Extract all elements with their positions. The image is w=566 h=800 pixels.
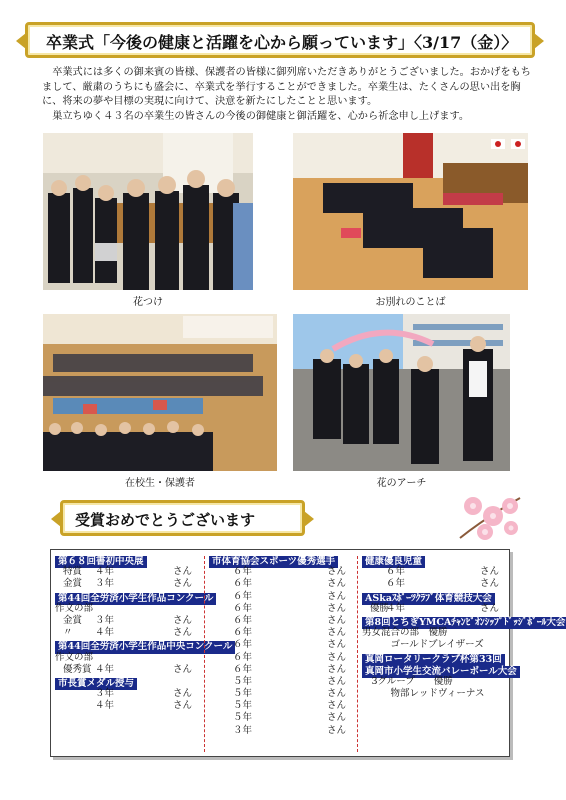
column-divider [204,556,205,752]
award-rank: 金賞 [63,614,83,626]
award-grade: ３年 [233,724,253,736]
intro-text [42,66,532,124]
award-grade: ６年 [233,639,253,651]
award-row [55,700,200,712]
award-grade: ３年 [95,688,115,700]
award-suffix: さん [327,590,347,602]
award-rank: 〃 [63,627,73,639]
award-row [55,688,200,700]
award-grade: ６年 [233,578,253,590]
award-text: ゴールドブレイザーズ [362,639,484,651]
award-row [362,578,507,590]
caption-farewell-words: お別れのことば [375,297,446,308]
award-row [362,566,507,578]
award-row [209,712,354,724]
award-row [209,676,354,688]
award-suffix: さん [173,578,193,590]
award-row [209,688,354,700]
award-text: 作文の部 [55,602,94,614]
award-suffix: さん [327,688,347,700]
intro-paragraph-2: 巣立ちゆく４３名の卒業生の皆さんの今後の御健康と御活躍を、心から祈念申し上げます。 [52,110,470,122]
photo-farewell-words [293,133,528,290]
intro-paragraph-1: 卒業式には多くの御来賓の皆様、保護者の皆様に御列席いただきありがとうございました。おかげをもちまして、厳粛のうちにも盛会に、卒業式を挙行することができました。卒業生は、たくさんの思い出を胸に、将来の夢や目標の実現に向けて、決意を新たにしたことと思います。 [42,67,531,107]
award-suffix: さん [173,566,193,578]
award-row [209,627,354,639]
column-divider [357,556,358,752]
award-heading: 市体育協会スポーツ優秀選手 [209,556,338,568]
award-row [55,566,200,578]
award-row [209,700,354,712]
award-suffix: さん [327,639,347,651]
award-grade: ６年 [233,566,253,578]
award-heading: 市長賞メダル授与 [55,678,137,690]
award-suffix: さん [480,566,500,578]
award-heading: 第8回とちぎYMCAﾁｬﾝﾋﾟｵﾝｼｯﾌﾟﾄﾞｯｼﾞﾎﾞｰﾙ大会 [362,617,566,629]
award-suffix: さん [327,712,347,724]
award-rank: 特賞 [63,566,83,578]
award-grade: ６年 [386,578,406,590]
award-suffix: さん [327,663,347,675]
award-grade: ４年 [95,663,115,675]
award-suffix: さん [173,614,193,626]
award-grade: ６年 [386,566,406,578]
award-grade: ５年 [233,688,253,700]
award-grade: ５年 [233,675,253,687]
award-grade: ４年 [386,602,406,614]
awards-title-banner [60,500,305,536]
award-suffix: さん [327,566,347,578]
award-grade: ６年 [233,614,253,626]
award-heading: 真岡ロータリークラブ杯第33回 [362,654,505,666]
award-suffix: さん [327,651,347,663]
award-suffix: さん [327,614,347,626]
award-grade: ３年 [95,614,115,626]
award-text: 物部レッドヴィーナス [362,688,485,700]
award-grade: ６年 [233,627,253,639]
awards-column-3 [362,554,566,700]
award-rank: 優秀賞 [63,663,92,675]
award-grade: ６年 [233,590,253,602]
award-suffix: さん [327,627,347,639]
award-row [362,603,507,615]
award-suffix: さん [173,663,193,675]
caption-students-parents: 在校生・保護者 [125,478,195,489]
award-row [209,652,354,664]
award-row [55,664,200,676]
awards-box [50,549,566,757]
award-suffix: さん [480,578,500,590]
award-heading: 第44回全労済小学生作品中央コンクール [55,641,235,653]
award-row [209,591,354,603]
page-title: 卒業式「今後の健康と活躍を心から願っています」〈3/17（金）〉 [46,33,518,52]
award-heading: 健康優良児童 [362,556,425,568]
award-text: 男女混合の部 優勝 [362,627,448,639]
award-suffix: さん [327,578,347,590]
award-suffix: さん [173,700,193,712]
award-suffix: さん [173,688,193,700]
award-heading: 第６８回書初中央展 [55,556,147,568]
award-suffix: さん [480,602,500,614]
award-grade: ６年 [233,602,253,614]
award-row [209,603,354,615]
award-grade: ４年 [95,566,115,578]
section-title-banner [25,22,535,58]
award-row [209,725,354,737]
award-suffix: さん [173,627,193,639]
award-heading: ASkaｽﾎﾟｰﾂｸﾗﾌﾞ体育競技大会 [362,593,495,605]
awards-title: 受賞おめでとうございます [75,511,256,529]
award-text: 3グループ 優勝 [362,675,453,687]
award-grade: ３年 [95,578,115,590]
caption-flower-arch: 花のアーチ [376,478,427,489]
award-suffix: さん [327,700,347,712]
cherry-blossom-icon [455,488,525,543]
award-rank: 金賞 [63,578,83,590]
award-grade: ４年 [95,627,115,639]
award-grade: ５年 [233,712,253,724]
photo-flower-arch [293,314,510,471]
award-row [209,639,354,651]
award-row [55,627,200,639]
photo-students-parents [43,314,277,471]
award-grade: ５年 [233,700,253,712]
award-rank: 優勝 [370,602,390,614]
awards-column-1 [55,554,233,712]
award-grade: ６年 [233,651,253,663]
award-suffix: さん [327,602,347,614]
award-heading: 第44回全労済小学生作品コンクール [55,593,216,605]
award-row [209,578,354,590]
award-row [55,615,200,627]
award-suffix: さん [327,675,347,687]
caption-flower-pinning: 花つけ [133,297,163,308]
award-text: 作文の部 [55,651,94,663]
award-row [55,578,200,590]
award-grade: ６年 [233,663,253,675]
photo-flower-pinning [43,133,253,290]
award-suffix: さん [327,724,347,736]
award-grade: ４年 [95,700,115,712]
award-heading: 真岡市小学生交流バレーボール大会 [362,666,520,678]
award-row [209,615,354,627]
award-row [209,566,354,578]
award-row [209,664,354,676]
awards-column-2 [209,554,354,737]
